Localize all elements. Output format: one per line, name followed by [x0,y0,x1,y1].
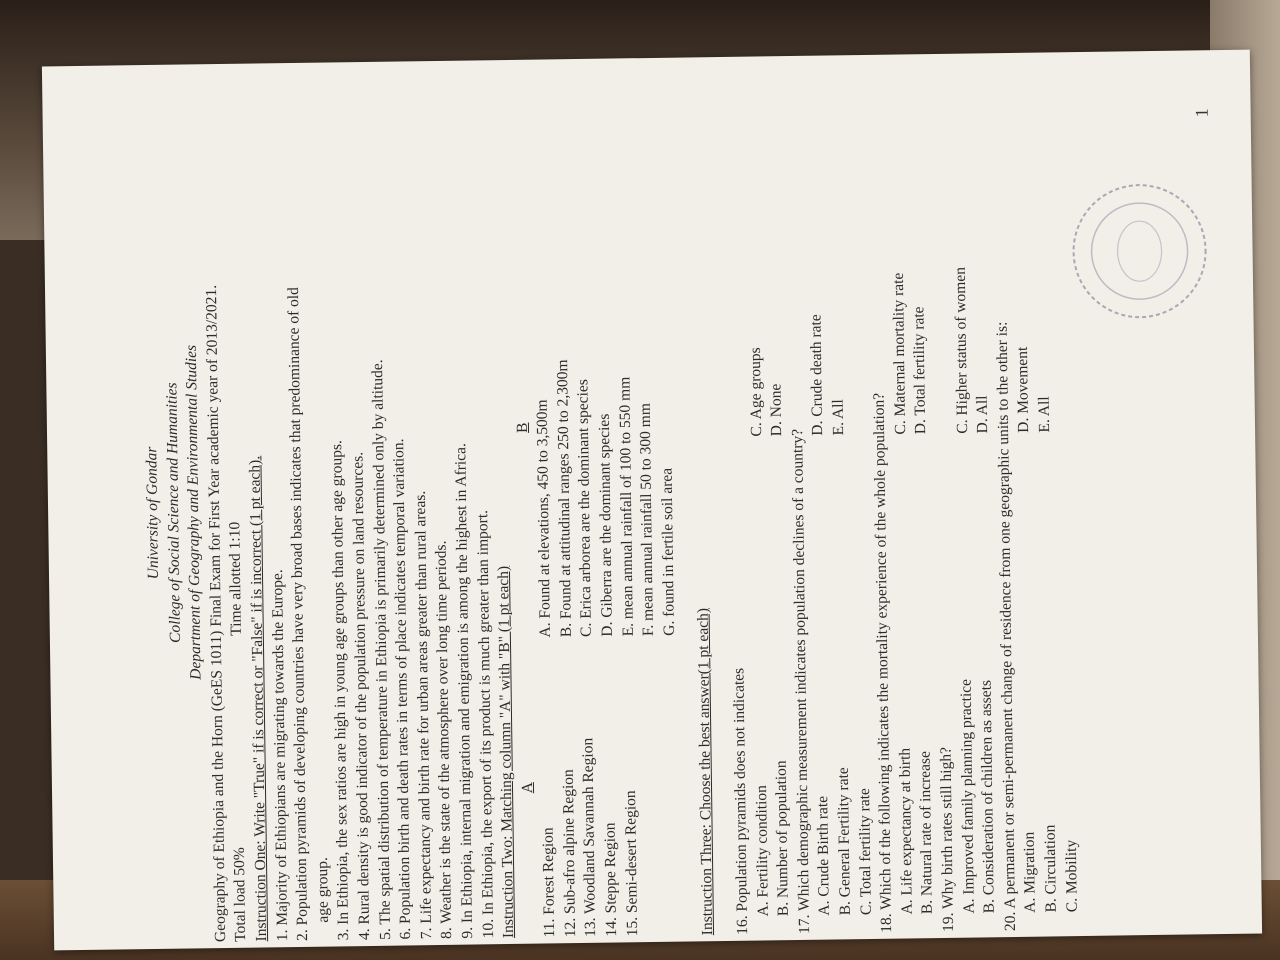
option: B. General Fertility rate [834,767,854,916]
option: D. All [973,395,992,434]
option: D. None [767,383,786,437]
page-number: 1 [1191,108,1212,118]
question-17: 17. Which demographic measurement indicates population declines of a country? [788,428,813,935]
option: B. Circulation [1041,824,1060,913]
column-a-item: 13. Woodland Savannah Region [579,737,600,938]
option: C. Total fertility rate [855,788,875,916]
option: E. All [829,399,848,436]
column-b-item: F. mean annual rainfall 50 to 300 mm [636,403,658,637]
column-a-item: 12. Sub-afro alpine Region [559,769,579,938]
true-false-item: 8. Weather is the state of the atmosphere over long time periods. [432,540,456,940]
true-false-item-cont: age group. [313,857,332,923]
option: C. Mobility [1062,839,1081,913]
true-false-item: 2. Population pyramids of developing countries have very broad bases indicates that predominance of old [285,287,312,942]
column-a-item: 14. Steppe Region [601,822,621,937]
column-a-item: 11. Forest Region [539,827,559,938]
column-a-header: A [518,782,536,794]
question-16: 16. Population pyramids does not indicates [730,667,752,935]
column-a-item: 15. Semi-desert Region [621,790,641,937]
question-18: 18. Which of the following indicates the mortality experience of the whole population? [870,392,896,933]
option: A. Life expectancy at birth [896,747,916,915]
instruction-two: Instruction Two: Matching column "A" with "B" (1 pt each) [494,565,518,939]
option: B. Natural rate of increase [916,750,937,915]
question-19: 19. Why birth rates still high? [937,746,958,933]
option: E. All [1035,396,1054,433]
instruction-three: Instruction Three: Choose the best answer(1 pt each) [694,607,717,936]
option: C. Age groups [746,347,765,437]
college-name: College of Social Science and Humanities [162,382,184,644]
true-false-item: 3. In Ethiopia, the sex ratios are high in young age groups than other age groups. [328,440,353,941]
true-false-item: 9. In Ethiopia, internal migration and emigration is among the highest in Africa. [452,443,477,939]
option: D. Crude death rate [807,314,827,436]
column-b-item: G. found in fertile soil area [658,467,678,636]
option: D. Movement [1014,346,1033,433]
column-b-item: A. Found at elevations, 450 to 3,500m [533,399,555,638]
option: C. Higher status of women [951,266,971,434]
matching-table [508,76,685,938]
university-name: University of Gondar [143,446,163,580]
department-name: Department of Geography and Environmental Studies [182,344,205,680]
true-false-item: 1. Majority of Ethiopians are migrating towards the Europe. [268,569,291,942]
column-b-item: D. Giberra are the dominant species [595,413,616,637]
true-false-item: 10. In Ethiopia, the export of its product is much greater than import. [473,509,497,939]
option: C. Maternal mortality rate [889,272,909,435]
true-false-item: 7. Life expectancy and birth rate for urban areas greater than rural areas. [411,490,435,940]
column-b-item: C. Erica arborea are the dominant species [574,379,596,638]
option: B. Consideration of children as assets [977,679,998,914]
question-20: 20. A permanent or semi-permanent change of residence from one geographic units to the other is: [993,321,1019,932]
column-b-item: E. mean annual rainfall of 100 to 550 mm [615,376,637,637]
option: A. Migration [1021,831,1040,913]
column-b-item: B. Found at attitudinal ranges 250 to 2,300m [553,359,575,638]
true-false-item: 6. Population birth and death rates in terms of place indicates temporal variation. [390,438,415,940]
exam-paper [42,50,1262,951]
true-false-item: 5. The spatial distribution of temperature in Ethiopia is primarily determined only by altitude. [368,359,394,940]
option: B. Number of population [772,760,793,917]
option: D. Total fertility rate [910,306,930,435]
stamp-seal [1053,170,1225,332]
option: A. Crude Birth rate [814,795,834,916]
option: A. Improved family planning practice [957,678,978,914]
true-false-item: 4. Rural density is good indicator of the population pressure on land resources. [349,451,374,941]
instruction-one: Instruction One: Write "True" if is correct or "False" if is incorrect (1 pt each). [246,455,271,942]
exam-title: Geography of Ethiopia and the Horn (GeES 1011) Final Exam for First Year academic year of 2013/2021. [202,284,229,943]
time-allotted: Time allotted 1:10 [226,521,246,636]
option: A. Fertility condition [752,785,772,917]
total-load: Total load 50% [231,847,250,942]
column-b-header: B [513,422,531,434]
